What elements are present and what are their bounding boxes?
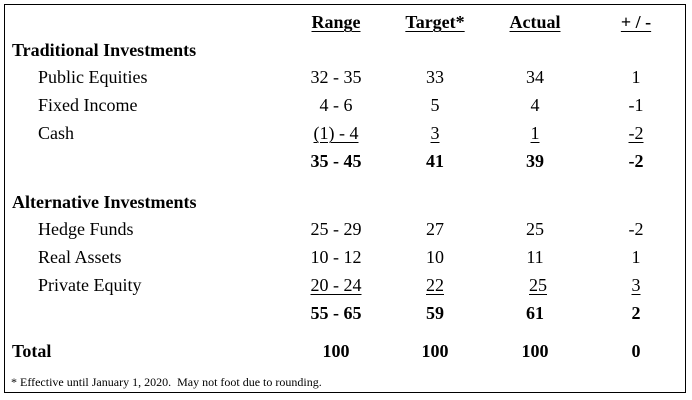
subtotal-actual: 39 <box>526 151 544 171</box>
subtotal-range: 35 - 45 <box>310 151 362 171</box>
cell-diff: -1 <box>628 95 644 115</box>
cell-actual: 4 <box>530 95 540 115</box>
header-range: Range <box>311 12 361 32</box>
subtotal-range: 55 - 65 <box>310 303 362 323</box>
subtotal-target: 59 <box>426 303 444 323</box>
row-label: Private Equity <box>38 275 142 295</box>
header-diff: + / - <box>620 12 652 32</box>
subtotal-diff: 2 <box>631 303 641 323</box>
cell-range: 32 - 35 <box>310 67 362 87</box>
cell-range: 20 - 24 <box>310 275 362 295</box>
cell-range: 4 - 6 <box>319 95 353 115</box>
section-title-alternative: Alternative Investments <box>12 192 197 212</box>
cell-range: (1) - 4 <box>313 123 359 143</box>
cell-actual: 25 <box>526 219 544 239</box>
row-label: Fixed Income <box>38 95 138 115</box>
row-label: Real Assets <box>38 247 122 267</box>
cell-target: 22 <box>426 275 444 295</box>
cell-range: 25 - 29 <box>310 219 362 239</box>
header-actual: Actual <box>509 12 561 32</box>
row-label: Cash <box>38 123 74 143</box>
cell-diff: -2 <box>628 123 644 143</box>
cell-target: 10 <box>426 247 444 267</box>
total-target: 100 <box>421 341 449 361</box>
cell-target: 5 <box>430 95 440 115</box>
total-label: Total <box>12 341 52 361</box>
total-actual: 100 <box>521 341 549 361</box>
total-range: 100 <box>322 341 350 361</box>
subtotal-diff: -2 <box>628 151 644 171</box>
cell-diff: 1 <box>631 67 641 87</box>
header-target: Target* <box>405 12 465 32</box>
cell-range: 10 - 12 <box>310 247 362 267</box>
subtotal-target: 41 <box>426 151 444 171</box>
section-title-traditional: Traditional Investments <box>12 40 197 60</box>
cell-actual: 34 <box>526 67 544 87</box>
cell-diff: 3 <box>631 275 641 295</box>
subtotal-actual: 61 <box>526 303 544 323</box>
cell-diff: 1 <box>631 247 641 267</box>
row-label: Public Equities <box>38 67 148 87</box>
cell-actual: 1 <box>530 123 540 143</box>
cell-diff: -2 <box>628 219 644 239</box>
footnote: * Effective until January 1, 2020. May not foot due to rounding. <box>11 375 322 389</box>
cell-target: 33 <box>426 67 444 87</box>
cell-actual: 11 <box>526 247 544 267</box>
total-diff: 0 <box>631 341 641 361</box>
cell-target: 27 <box>426 219 444 239</box>
row-label: Hedge Funds <box>38 219 134 239</box>
cell-actual: 25 <box>529 275 547 295</box>
cell-target: 3 <box>430 123 440 143</box>
